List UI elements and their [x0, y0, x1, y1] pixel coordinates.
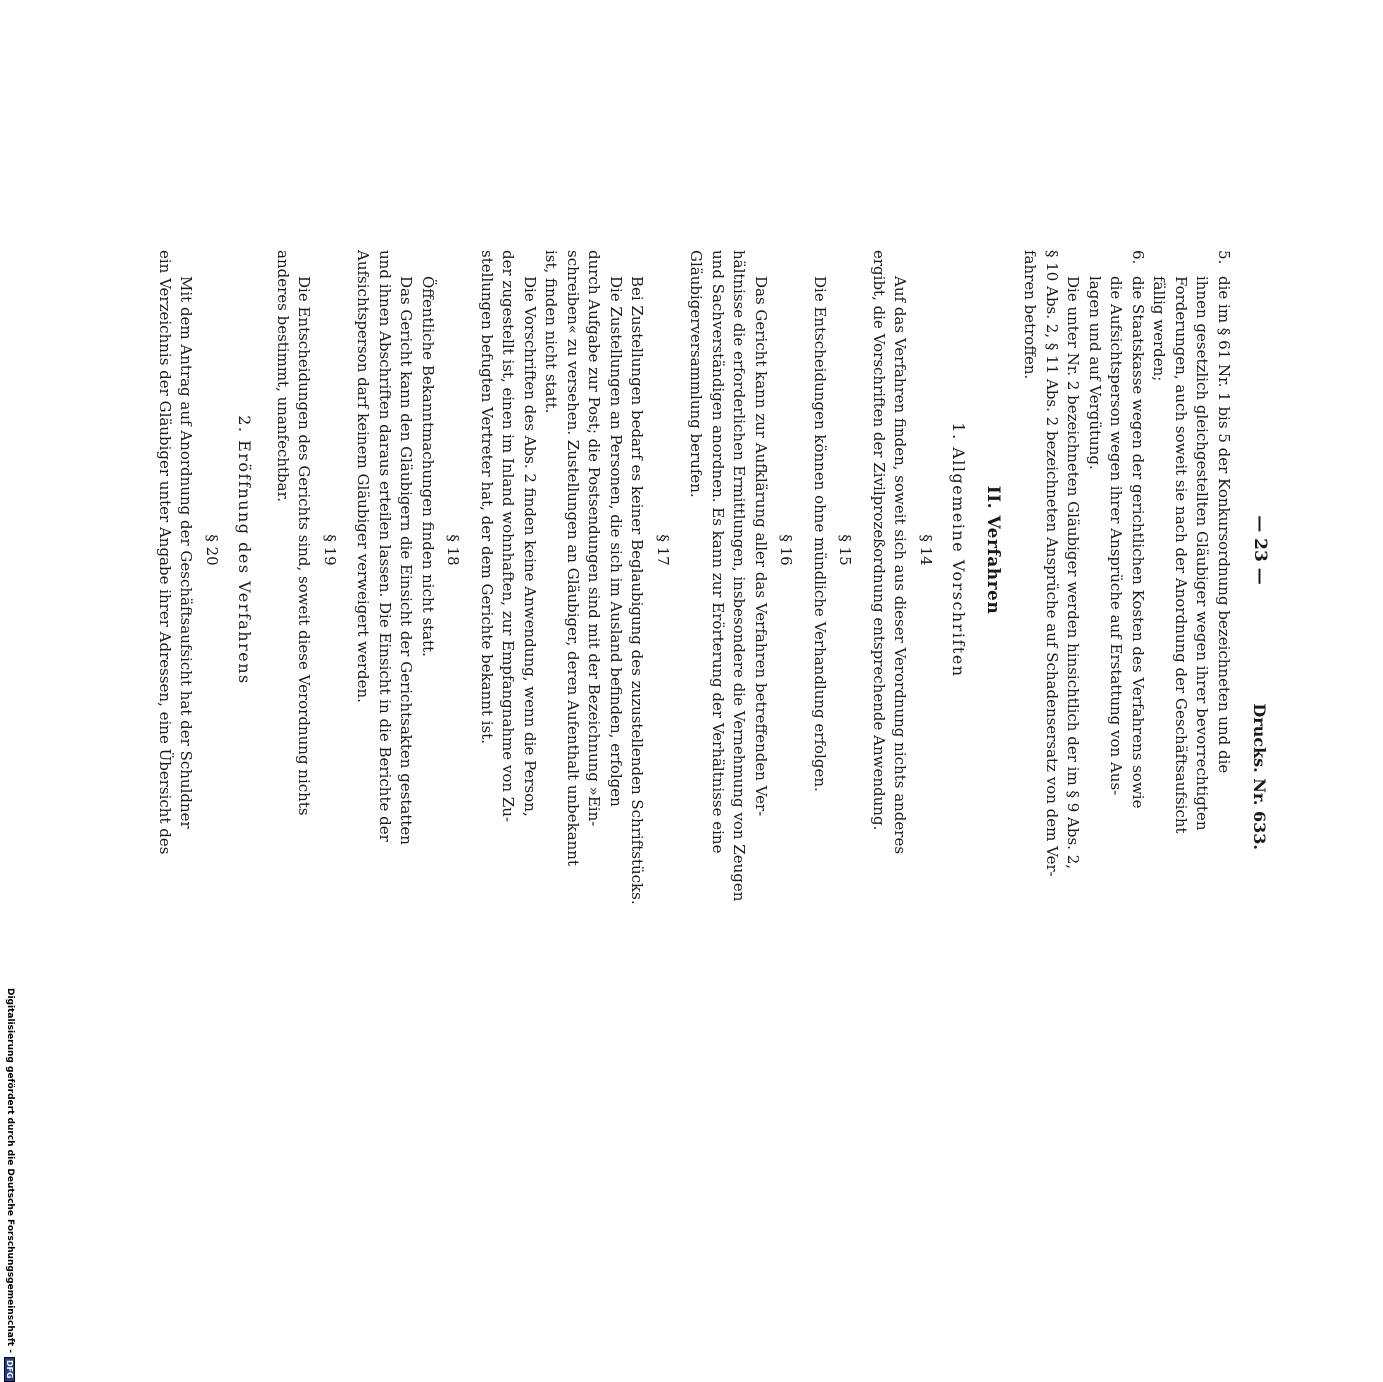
text-line: der zugestellt ist, einen im Inland wohnhaften, zur Empfangnahme von Zu- — [499, 250, 518, 822]
text-line: Die Entscheidungen des Gerichts sind, soweit diese Verordnung nichts — [295, 276, 314, 816]
text-line: Forderungen, auch soweit sie nach der Anordnung der Geschäftsaufsicht — [1172, 276, 1190, 834]
subsection-title: 2. Eröffnung des Verfahrens — [235, 415, 255, 685]
text-line: und Sachverständigen anordnen. Es kann zur Erörterung der Verhältnisse eine — [709, 250, 727, 854]
text-line: Die Vorschriften des Abs. 2 finden keine Anwendung, wenn die Person, — [521, 276, 539, 817]
paragraph — [1019, 250, 1084, 877]
text-line: die Aufsichtsperson wegen ihrer Ansprüche auf Erstattung von Aus- — [1107, 276, 1126, 796]
text-line: Auf das Verfahren finden, soweit sich aus dieser Verordnung nichts anderes — [891, 276, 910, 855]
text-line: und ihnen Abschriften daraus erteilen lassen. Die Einsicht in die Berichte der — [376, 250, 394, 842]
text-line: Die Zustellungen an Personen, die sich im Ausland befinden, erfolgen — [607, 276, 625, 807]
text-line: Das Gericht kann den Gläubigern die Einsicht der Gerichtsakten gestatten — [397, 276, 416, 845]
list-item — [1084, 250, 1149, 850]
text-line: Bei Zustellungen bedarf es keiner Beglaubigung des zuzustellenden Schriftstücks. — [628, 276, 647, 905]
text-line: Die Entscheidungen können ohne mündliche Verhandlung erfolgen. — [811, 276, 829, 792]
text-line: ihnen gesetzlich gleichgestellten Gläubiger wegen ihrer bevorrechtigten — [1193, 276, 1212, 831]
enumerated-list — [1084, 250, 1235, 850]
dfg-logo-icon: DFG — [5, 1357, 16, 1382]
paragraph-heading: § 19 — [321, 534, 339, 566]
text-line: Das Gericht kann zur Aufklärung aller das Verfahren betreffenden Ver- — [752, 276, 770, 817]
text-line: Die unter Nr. 2 bezeichneten Gläubiger werden hinsichtlich der im § 9 Abs. 2, — [1064, 276, 1083, 870]
credit-text: Digitalisierung gefördert durch die Deutsche Forschungsgemeinschaft - — [5, 988, 15, 1353]
paragraph-heading: § 15 — [836, 534, 855, 566]
subsection-title: 1. Allgemeine Vorschriften — [949, 422, 969, 678]
text-line: Mit dem Antrag auf Anordnung der Geschäftsaufsicht hat der Schuldner — [177, 276, 196, 829]
section-title: II. Verfahren — [983, 485, 1003, 615]
paragraph-heading: § 14 — [917, 534, 935, 566]
text-line: Öffentliche Bekanntmachungen finden nicht statt. — [419, 276, 437, 657]
document-reference: Drucks. Nr. 633. — [1250, 703, 1269, 850]
text-line: hältnisse die erforderlichen Ermittlungen, insbesondere die Vernehmung von Zeugen — [730, 250, 749, 902]
document-page — [110, 250, 1270, 905]
text-line: die im § 61 Nr. 1 bis 5 der Konkursordnung bezeichneten und die — [1215, 276, 1233, 774]
text-line: ergibt, die Vorschriften der Zivilprozeßordnung entsprechende Anwendung. — [870, 250, 888, 831]
text-line: Aufsichtsperson darf keinem Gläubiger verweigert werden. — [354, 250, 373, 703]
text-line: ist, finden nicht statt. — [542, 250, 561, 414]
paragraph-heading: § 16 — [777, 534, 796, 566]
paragraph-heading: § 17 — [654, 534, 672, 566]
list-item-number: 6. — [1129, 250, 1147, 265]
digitization-credit — [3, 988, 17, 1379]
text-line: stellungen befugten Vertreter hat, der dem Gerichte bekannt ist. — [478, 250, 496, 745]
page-header — [1242, 250, 1270, 850]
text-line: fällig werden; — [1150, 276, 1169, 382]
text-line: anderes bestimmt, unanfechtbar. — [274, 250, 292, 502]
page-number: — 23 — — [1250, 515, 1270, 585]
list-item — [1148, 250, 1234, 850]
list-item-number: 5. — [1215, 250, 1233, 265]
text-line: lagen und auf Vergütung. — [1086, 276, 1104, 470]
text-line: die Staatskasse wegen der gerichtlichen Kosten des Verfahrens sowie — [1129, 276, 1147, 809]
text-line: durch Aufgabe zur Post; die Postsendungen sind mit der Bezeichnung »Ein- — [585, 250, 604, 827]
text-line: § 10 Abs. 2, § 11 Abs. 2 bezeichneten Ansprüche auf Schadensersatz von dem Ver- — [1043, 250, 1061, 877]
paragraph-heading: § 18 — [444, 534, 463, 566]
text-line: schreiben« zu versehen. Zustellungen an Gläubiger, deren Aufenthalt unbekannt — [564, 250, 582, 866]
text-line: fahren betroffen. — [1021, 250, 1040, 380]
text-line: ein Verzeichnis der Gläubiger unter Angabe ihrer Adressen, eine Übersicht des — [156, 250, 174, 855]
text-line: Gläubigerversammlung berufen. — [687, 250, 706, 498]
paragraph-heading: § 20 — [203, 534, 221, 566]
